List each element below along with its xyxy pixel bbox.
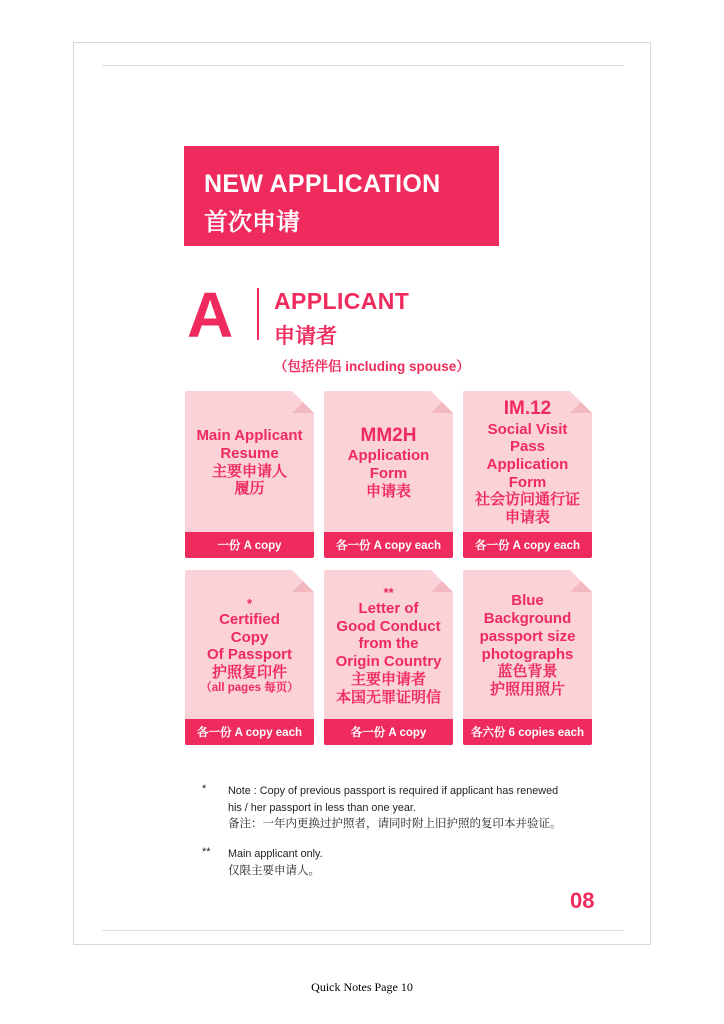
card-line: Application [347, 447, 430, 465]
section-note: （包括伴侣 including spouse） [274, 359, 470, 374]
card-line: Resume [220, 444, 279, 462]
card-line: MM2H [360, 424, 417, 446]
card-line: passport size [479, 627, 576, 645]
requirement-card [463, 391, 592, 558]
footnote-text [228, 846, 602, 881]
page-number: 08 [570, 888, 595, 913]
card-line: 本国无罪证明信 [335, 688, 441, 706]
card-footer: 各一份 A copy each [185, 719, 314, 745]
card-body [324, 570, 453, 719]
footnote-line: Main applicant only. [228, 848, 323, 861]
card-footer: 各一份 A copy each [463, 532, 592, 558]
card-line: 蓝色背景 [497, 663, 558, 681]
footnote-marker: * [202, 783, 207, 795]
card-line: Good Conduct [336, 617, 441, 635]
card-line: Copy [230, 628, 269, 646]
requirement-card [185, 391, 314, 558]
footnote-text [228, 783, 602, 834]
card-footer: 一份 A copy [185, 532, 314, 558]
card-line: Blue Background [483, 592, 572, 628]
section-letter: A [187, 279, 234, 351]
page-fold-mask-icon [570, 391, 592, 413]
card-body [463, 570, 592, 719]
card-line: Of Passport [206, 646, 293, 664]
requirement-card [463, 570, 592, 745]
card-footer: 各一份 A copy each [324, 532, 453, 558]
section-divider [257, 288, 259, 340]
card-body [185, 570, 314, 719]
footnote-single-star [202, 783, 602, 834]
card-line: Certified [219, 611, 280, 628]
card-row-1 [185, 391, 593, 558]
section-banner [184, 146, 499, 246]
card-line: Letter of [358, 600, 419, 618]
footnotes [202, 783, 602, 893]
page-fold-mask-icon [292, 391, 314, 413]
footer-rule [102, 930, 624, 931]
page-fold-mask-icon [292, 570, 314, 592]
page-fold-mask-icon [431, 391, 453, 413]
requirement-card [324, 391, 453, 558]
card-line: Main Applicant [196, 427, 303, 445]
card-footnote-marker: * [246, 595, 253, 611]
requirement-card [185, 570, 314, 745]
card-line: 护照复印件 [211, 664, 287, 682]
card-line: 申请表 [504, 509, 550, 527]
card-line: photographs [481, 645, 574, 663]
card-line: IM.12 [503, 398, 552, 420]
page-fold-mask-icon [431, 570, 453, 592]
card-line: （all pages 每页） [200, 681, 299, 694]
card-line: Social Visit Pass [487, 420, 568, 456]
page-fold-mask-icon [570, 570, 592, 592]
banner-title-en: NEW APPLICATION [204, 170, 441, 198]
card-line: Origin Country [335, 653, 442, 671]
card-line: 主要申请者 [350, 670, 426, 688]
section-title-cn: 申请者 [274, 325, 337, 348]
card-line: from the [358, 635, 419, 653]
footnote-line-cn: 仅限主要申请人。 [228, 865, 320, 878]
footnote-line: his / her passport in less than one year. [228, 801, 416, 814]
card-line: Application Form [486, 456, 569, 491]
card-line: 社会访问通行证 [474, 491, 580, 509]
document-caption: Quick Notes Page 10 [311, 980, 413, 994]
card-line: 履历 [234, 480, 265, 498]
banner-title-cn: 首次申请 [204, 209, 300, 236]
card-line: 主要申请人 [211, 462, 287, 480]
footnote-line-cn: 备注：一年内更换过护照者，请同时附上旧护照的复印本并验证。 [228, 818, 562, 831]
requirement-card [324, 570, 453, 745]
document-page [73, 42, 651, 945]
header-rule [102, 65, 624, 66]
footnote-double-star [202, 846, 602, 881]
footnote-marker: ** [202, 846, 211, 859]
card-footnote-marker: ** [383, 584, 394, 600]
card-line: 申请表 [365, 482, 411, 500]
card-line: Form [369, 464, 408, 482]
footnote-line: Note : Copy of previous passport is required if applicant has renewed [228, 785, 559, 797]
card-footer: 各一份 A copy [324, 719, 453, 745]
section-title-en: APPLICANT [274, 288, 410, 314]
card-footer: 各六份 6 copies each [463, 719, 592, 745]
card-row-2 [185, 570, 593, 745]
card-line: 护照用照片 [489, 680, 565, 698]
requirement-card-grid [185, 391, 593, 757]
